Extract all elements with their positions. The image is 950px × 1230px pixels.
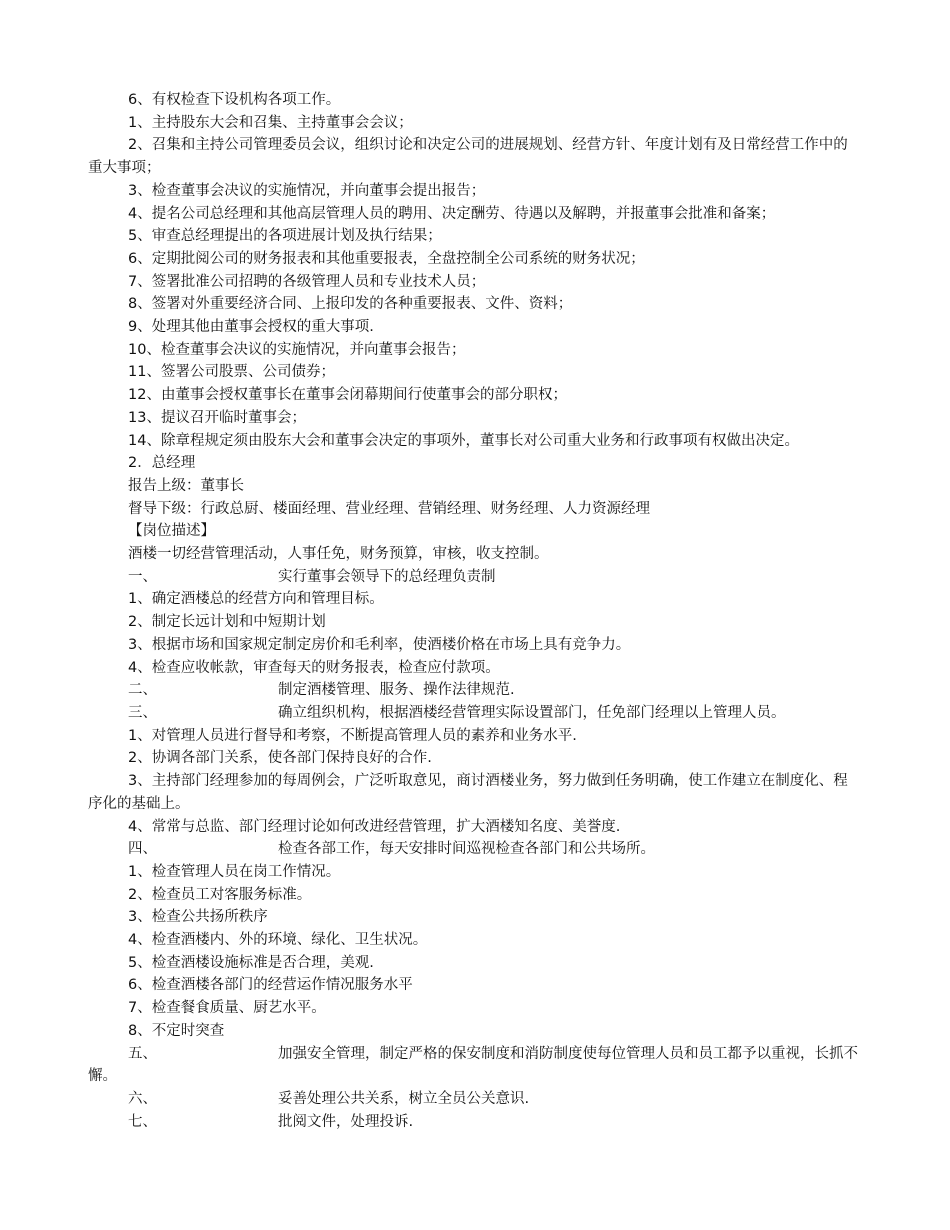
list-item: 4、检查酒楼内、外的环境、绿化、卫生状况。 [128, 932, 428, 949]
section-heading: 2．总经理 [128, 455, 196, 472]
text-line: 5、审查总经理提出的各项进展计划及执行结果； [128, 228, 442, 245]
list-item: 3、主持部门经理参加的每周例会，广泛听取意见，商讨酒楼业务，努力做到任务明确，使工作建立在制度化、程序化的基础上。 [88, 773, 848, 812]
text-line: 4、提名公司总经理和其他高层管理人员的聘用、决定酬劳、待遇以及解聘，并报董事会批准和备案； [128, 205, 776, 222]
list-item: 1、确定酒楼总的经营方向和管理目标。 [128, 591, 384, 608]
text-line: 7、签署批准公司招聘的各级管理人员和专业技术人员； [128, 273, 486, 290]
document-body [88, 89, 860, 1133]
section-item: 五、 加强安全管理，制定严格的保安制度和消防制度使每位管理人员和员工都予以重视，长抓不懈。 [88, 1045, 858, 1085]
text-line: 1、主持股东大会和召集、主持董事会会议； [128, 114, 413, 131]
list-item: 7、检查餐食质量、厨艺水平。 [128, 1000, 326, 1017]
list-item: 1、检查管理人员在岗工作情况。 [128, 863, 341, 880]
text-line: 10、检查董事会决议的实施情况，并向董事会报告； [128, 341, 466, 358]
section-item: 七、 批阅文件，处理投诉. [128, 1113, 414, 1130]
text-line: 11、签署公司股票、公司债券； [128, 364, 335, 381]
text-line: 酒楼一切经营管理活动，人事任免，财务预算，审核，收支控制。 [128, 546, 549, 563]
list-item: 3、根据市场和国家规定制定房价和毛利率，使酒楼价格在市场上具有竞争力。 [128, 636, 631, 653]
list-item: 4、检查应收帐款，审查每天的财务报表，检查应付款项。 [128, 659, 500, 676]
section-item: 六、 妥善处理公共关系，树立全员公关意识. [128, 1090, 530, 1107]
list-item: 2、协调各部门关系，使各部门保持良好的合作. [128, 750, 432, 767]
report-superior: 报告上级：董事长 [128, 477, 244, 494]
list-item: 2、检查员工对客服务标准。 [128, 886, 312, 903]
text-line: 14、除章程规定须由股东大会和董事会决定的事项外，董事长对公司重大业务和行政事项有权做出决定。 [128, 432, 799, 449]
text-line: 3、检查董事会决议的实施情况，并向董事会提出报告； [128, 182, 486, 199]
section-item: 二、 制定酒楼管理、服务、操作法律规范. [128, 682, 515, 699]
text-line: 6、有权检查下设机构各项工作。 [128, 92, 341, 108]
list-item: 4、常常与总监、部门经理讨论如何改进经营管理，扩大酒楼知名度、美誉度. [128, 818, 621, 835]
section-item: 四、 检查各部工作，每天安排时间巡视检查各部门和公共场所。 [128, 841, 655, 858]
list-item: 1、对管理人员进行督导和考察，不断提高管理人员的素养和业务水平. [128, 727, 577, 744]
text-line: 9、处理其他由董事会授权的重大事项. [128, 319, 374, 336]
supervise-subordinates: 督导下级：行政总厨、楼面经理、营业经理、营销经理、财务经理、人力资源经理 [128, 500, 650, 517]
list-item: 3、检查公共扬所秩序 [128, 909, 268, 926]
text-line: 8、签署对外重要经济合同、上报印发的各种重要报表、文件、资料； [128, 296, 573, 313]
list-item: 2、制定长远计划和中短期计划 [128, 614, 326, 631]
section-item: 三、 确立组织机构，根据酒楼经营管理实际设置部门，任免部门经理以上管理人员。 [128, 704, 786, 721]
list-item: 8、不定时突查 [128, 1022, 225, 1039]
text-line: 12、由董事会授权董事长在董事会闭幕期间行使董事会的部分职权； [128, 387, 567, 404]
list-item: 5、检查酒楼设施标准是否合理，美观. [128, 954, 374, 971]
list-item: 6、检查酒楼各部门的经营运作情况服务水平 [128, 977, 413, 994]
text-line: 13、提议召开临时董事会； [128, 409, 306, 426]
text-line: 6、定期批阅公司的财务报表和其他重要报表，全盘控制全公司系统的财务状况； [128, 250, 645, 267]
text-line: 2、召集和主持公司管理委员会议，组织讨论和决定公司的进展规划、经营方针、年度计划有及日常经营工作中的重大事项； [88, 137, 848, 177]
section-item: 一、 实行董事会领导下的总经理负责制 [128, 568, 496, 585]
job-description-heading: 【岗位描述】 [128, 523, 215, 540]
